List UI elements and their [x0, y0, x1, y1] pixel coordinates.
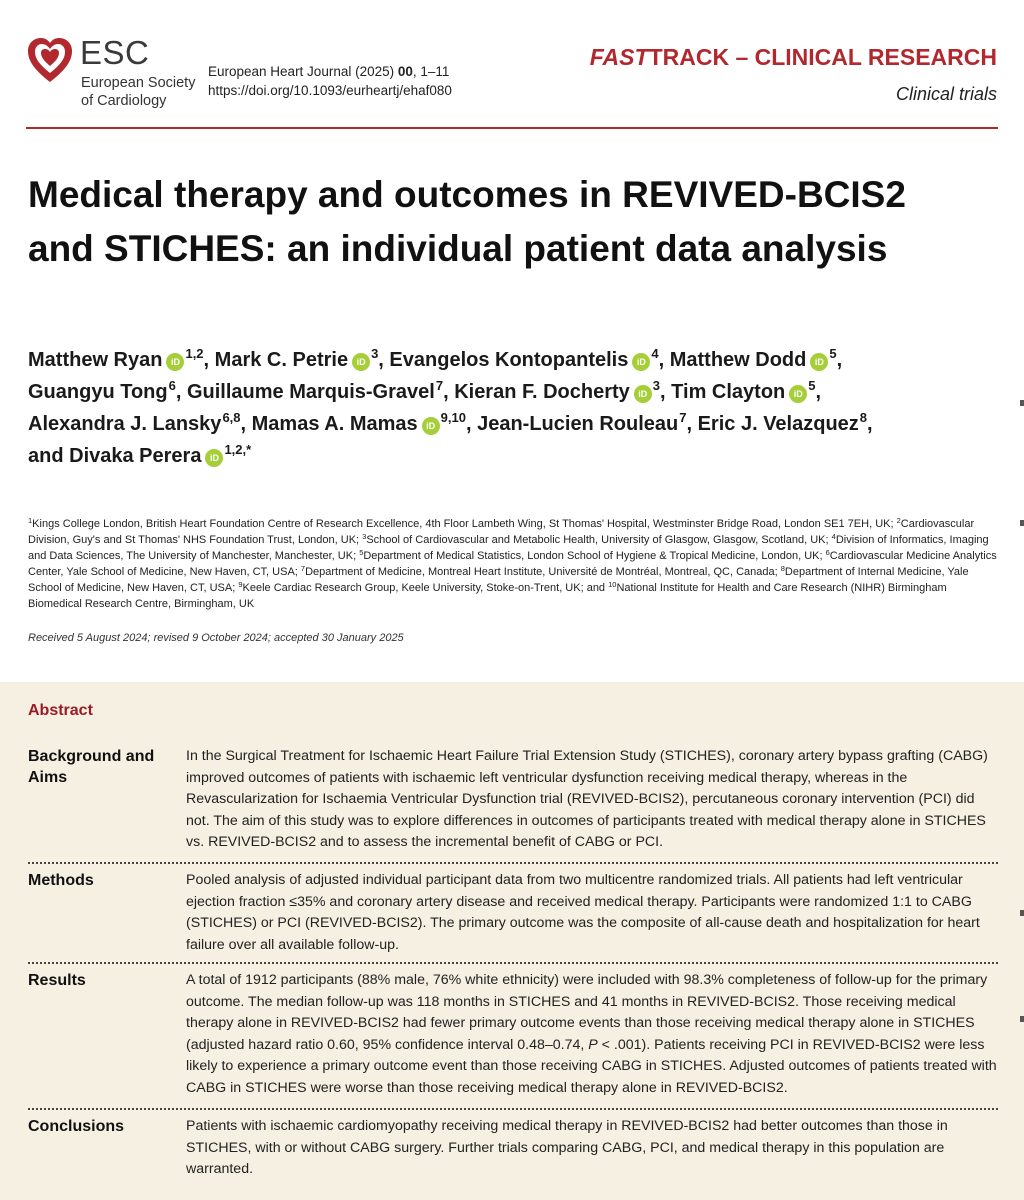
conclusions-text: Patients with ischaemic cardiomyopathy receiving medical therapy in REVIVED-BCIS2 had better outcomes than those in STICHES, with or without CABG surgery. Further trials comparing CABG, PCI, and medical therapy in this population are warranted.: [186, 1118, 948, 1177]
orcid-icon[interactable]: iD: [166, 353, 184, 371]
affiliation-text: Keele Cardiac Research Group, Keele University, Stoke-on-Trent, UK; and: [242, 582, 606, 594]
esc-full-name: European Society of Cardiology: [81, 75, 196, 109]
affiliation-text: National Institute for Health and Care Research (NIHR) Birmingham Biomedical Research Centre, Birmingham, UK: [28, 582, 947, 610]
affiliation-number: 8: [780, 564, 785, 573]
abstract-heading: Abstract: [28, 702, 93, 719]
orcid-icon[interactable]: iD: [789, 385, 807, 403]
results-label: Results: [28, 972, 86, 989]
author-name: Eric J. Velazquez$^8$,: [697, 410, 873, 435]
author-name: Guangyu Tong$^6$,: [28, 378, 187, 403]
methods-text: Pooled analysis of adjusted individual participant data from two multicentre randomized trials. All patients had left ventricular ejection fraction ≤35% and coronary artery disease and received medical therapy. Participants were randomized 1:1 to CABG (STICHES) or PCI (REVIVED-BCIS2). The primary outcome was the composite of all-cause death and hospitalization for heart failure over all available follow-up.: [186, 872, 980, 953]
affiliation-marker: 5: [808, 378, 816, 393]
affiliation-number: 7: [300, 564, 306, 573]
affiliation-marker: 1,2: [185, 346, 204, 361]
affiliation-text: Kings College London, British Heart Foundation Centre of Research Excellence, 4th Floor Lambeth Wing, St Thomas' Hospital, Westminster Bridge Road, London SE1 7EH, UK;: [32, 518, 894, 530]
author-name: Jean-Lucien Rouleau$^7$,: [477, 410, 698, 435]
affiliation-marker: 6: [168, 378, 176, 393]
affiliation-number: 3: [362, 532, 367, 541]
affiliation-text: Cardiovascular Medicine Analytics Center, Yale School of Medicine, New Haven, CT, USA;: [28, 550, 997, 578]
header-divider: [26, 127, 998, 129]
section-divider: [28, 862, 998, 864]
page-edge-mark: [1020, 910, 1024, 916]
affiliation-number: 10: [608, 580, 617, 589]
affiliation-marker: 4: [651, 346, 659, 361]
page-edge-mark: [1020, 1016, 1024, 1022]
background-text: In the Surgical Treatment for Ischaemic Heart Failure Trial Extension Study (STICHES), coronary artery bypass grafting (CABG) improved outcomes of patients with ischaemic left ventricular dysfunction receiving medical therapy, whereas in the Revascularization for Ischaemia Ventricular Dysfunction trial (REVIVED-BCIS2), percutaneous coronary intervention (PCI) did not. The aim of this study was to explore differences in outcomes of participants treated with medical therapy alone in STICHES vs. REVIVED-BCIS2 and to assess the incremental benefit of CABG or PCI.: [186, 748, 988, 850]
author-name: Matthew Dodd $iD^5$,: [669, 346, 843, 371]
affiliation-text: Department of Internal Medicine, Yale School of Medicine, New Haven, CT, USA;: [28, 566, 969, 594]
section-label: FASTTRACK – CLINICAL RESEARCH: [589, 44, 997, 70]
page-edge-mark: [1020, 520, 1024, 526]
affiliation-marker: 7: [679, 410, 687, 425]
author-name: Evangelos Kontopantelis $iD^4$,: [389, 346, 670, 371]
affiliation-marker: 9,10: [440, 410, 466, 425]
section-divider: [28, 1108, 998, 1110]
orcid-icon[interactable]: iD: [810, 353, 828, 371]
affiliation-text: Department of Medicine, Montreal Heart Institute, Université de Montréal, Montreal, QC, Canada;: [305, 566, 778, 578]
author-name: Guillaume Marquis-Gravel$^7$,: [186, 378, 455, 403]
article-title: Medical therapy and outcomes in REVIVED-BCIS2 and STICHES: an individual patient data analysis: [28, 174, 906, 269]
affiliation-marker: 3: [371, 346, 379, 361]
author-name: Matthew Ryan iD$^{1,2}$,: [28, 346, 215, 371]
page-header: [0, 0, 1024, 130]
affiliation-text: Cardiovascular Division, Guy's and St Thomas' NHS Foundation Trust, London, UK;: [28, 518, 975, 546]
methods-label: Methods: [28, 872, 94, 889]
orcid-icon[interactable]: iD: [634, 385, 652, 403]
author-name: and Divaka Perera $iD^{1,2,*}$: [28, 442, 252, 467]
esc-heart-logo-icon: [26, 36, 74, 86]
affiliation-text: Division of Informatics, Imaging and Data Sciences, The University of Manchester, Manchester, UK;: [28, 534, 989, 562]
results-text: A total of 1912 participants (88% male, 76% white ethnicity) were included with 98.3% completeness of follow-up for the primary outcome. The median follow-up was 118 months in STICHES and 41 months in REVIVED-BCIS2. Those receiving medical therapy alone in REVIVED-BCIS2 had fewer primary outcome events than those receiving medical therapy alone in STICHES (adjusted hazard ratio 0.60, 95% confidence interval 0.48–0.74, P < .001). Patients receiving PCI in REVIVED-BCIS2 were less likely to experience a primary outcome event than those receiving CABG in STICHES. Adjusted outcomes of patients treated with CABG in STICHES were worse than those receiving medical therapy alone in REVIVED-BCIS2.: [186, 972, 997, 1096]
conclusions-label: Conclusions: [28, 1118, 125, 1135]
author-name: Kieran F. Docherty $iD^3$,: [454, 378, 672, 403]
affiliation-number: 1: [28, 516, 33, 525]
esc-abbreviation: ESC: [80, 34, 150, 71]
affiliations: [28, 516, 998, 612]
orcid-icon[interactable]: iD: [632, 353, 650, 371]
author-name: Mamas A. Mamas iD$^{9,10}$,: [251, 410, 478, 435]
affiliation-text: School of Cardiovascular and Metabolic Health, University of Glasgow, Glasgow, Scotland, UK;: [366, 534, 829, 546]
affiliation-number: 2: [896, 516, 901, 525]
page-edge-mark: [1020, 400, 1024, 406]
affiliation-number: 9: [238, 580, 243, 589]
journal-citation: European Heart Journal (2025) 00, 1–11 https://doi.org/10.1093/eurheartj/ehaf080: [208, 64, 452, 98]
section-divider: [28, 962, 998, 964]
background-label: Background and Aims: [28, 748, 155, 786]
affiliation-number: 6: [825, 548, 830, 557]
author-name: Alexandra J. Lansky$^{6,8}$,: [28, 410, 252, 435]
orcid-icon[interactable]: iD: [205, 449, 223, 467]
affiliation-marker: 7: [435, 378, 444, 393]
received-dates: Received 5 August 2024; revised 9 October 2024; accepted 30 January 2025: [28, 632, 404, 644]
article-category: Clinical trials: [895, 84, 997, 104]
orcid-icon[interactable]: iD: [352, 353, 370, 371]
affiliation-number: 5: [359, 548, 364, 557]
affiliation-marker: 5: [829, 346, 837, 361]
affiliation-text: Department of Medical Statistics, London School of Hygiene & Tropical Medicine, London, UK;: [363, 550, 823, 562]
orcid-icon[interactable]: iD: [422, 417, 440, 435]
affiliation-marker: 1,2,*: [224, 442, 252, 457]
author-list: [28, 344, 988, 472]
affiliation-number: 4: [831, 532, 836, 541]
doi-link[interactable]: https://doi.org/10.1093/eurheartj/ehaf080: [208, 83, 452, 98]
affiliation-marker: 3: [652, 378, 661, 393]
affiliation-marker: 8: [859, 410, 868, 425]
affiliation-marker: 6,8: [222, 410, 241, 425]
author-name: Tim Clayton $iD^5$,: [671, 378, 822, 403]
author-name: Mark C. Petrie $iD^3$,: [214, 346, 390, 371]
